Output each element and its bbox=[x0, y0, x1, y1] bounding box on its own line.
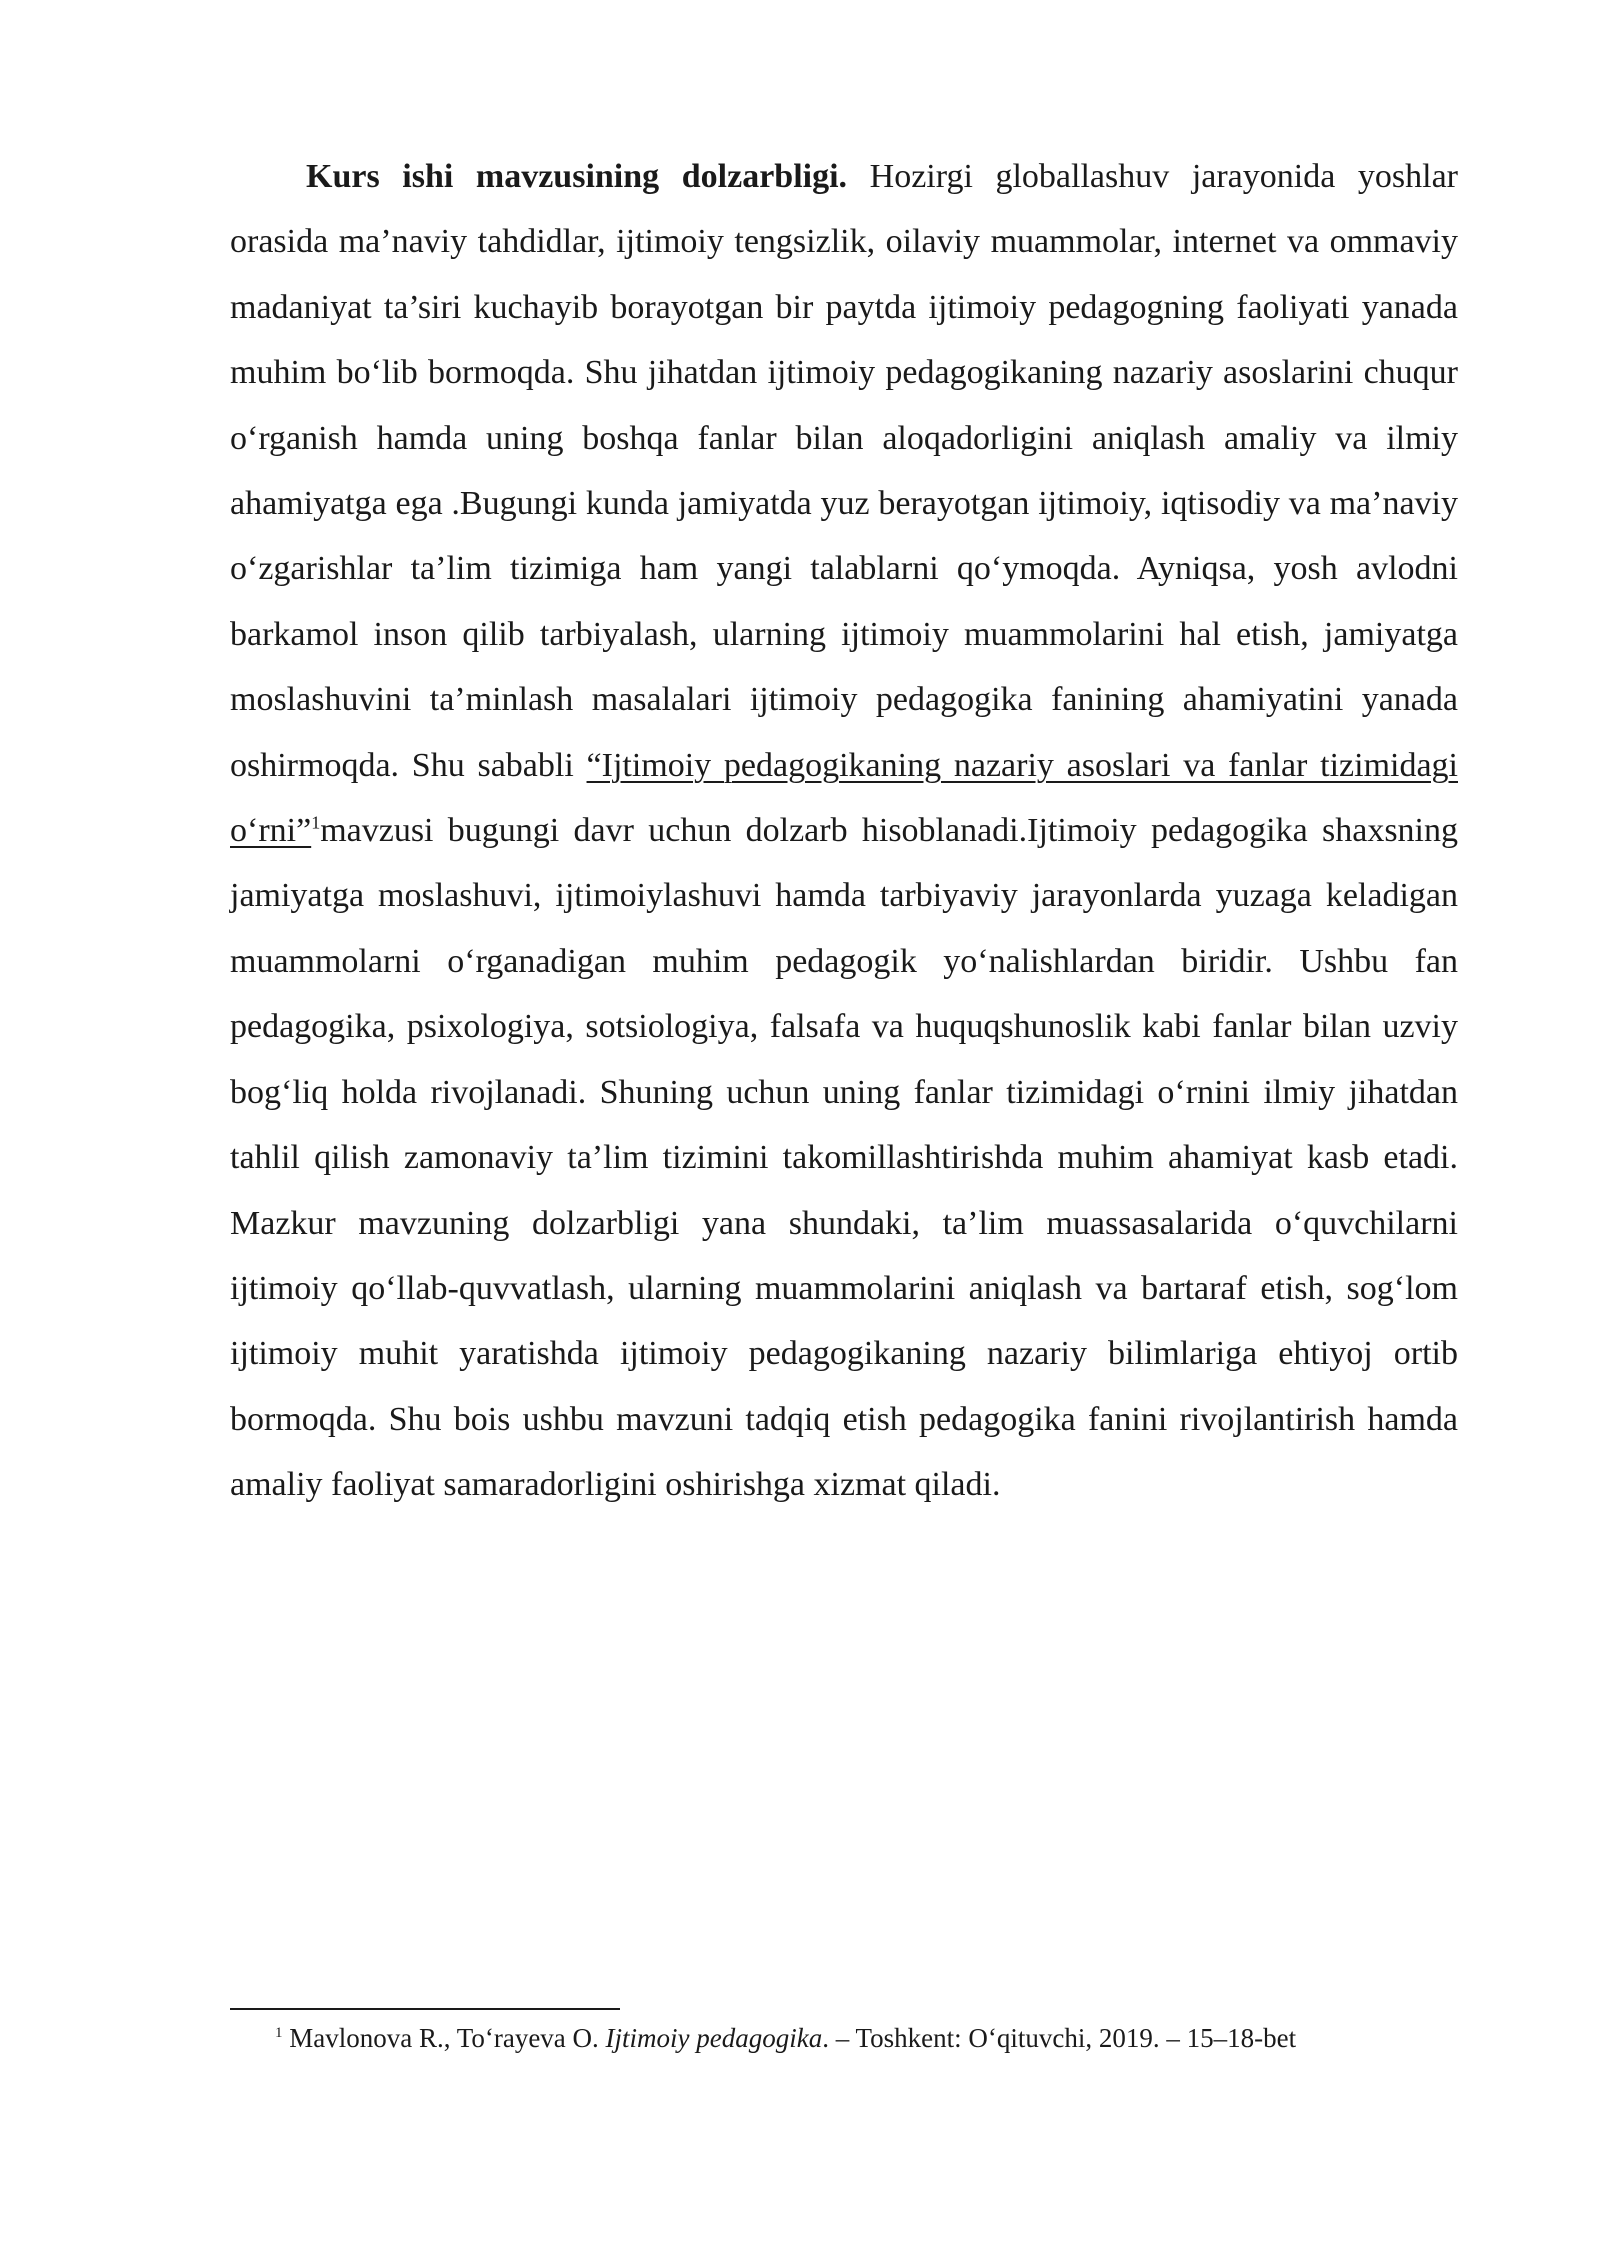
section-heading: Kurs ishi mavzusining dolzarbligi. bbox=[306, 158, 848, 195]
footnote-reference[interactable]: 1 bbox=[311, 812, 321, 833]
topic-title: “Ijtimoiy pedagogikaning nazariy asoslari va fanlar tizimidagi o‘rni” bbox=[230, 746, 1458, 850]
footnote-authors: Mavlonova R., To‘rayeva O. bbox=[282, 2023, 606, 2053]
relevance-paragraph bbox=[230, 144, 1458, 1518]
footnote bbox=[275, 2018, 1475, 2058]
paragraph-text-part-2: mavzusi bugungi davr uchun dolzarb hisoblanadi.Ijtimoiy pedagogika shaxsning jamiyatga moslashuvi, ijtimoiylashuvi hamda tarbiyaviy jarayonlarda yuzaga keladigan muammolarni o‘rganadigan muhim pedagogik yo‘nalishlardan biridir. Ushbu fan pedagogika, psixologiya, sotsiologiya, falsafa va huquqshunoslik kabi fanlar bilan uzviy bog‘liq holda rivojlanadi. Shuning uchun uning fanlar tizimidagi o‘rnini ilmiy jihatdan tahlil qilish zamonaviy ta’lim tizimini takomillashtirishda muhim ahamiyat kasb etadi. Mazkur mavzuning dolzarbligi yana shundaki, ta’lim muassasalarida o‘quvchilarni ijtimoiy qo‘llab-quvvatlash, ularning muammolarini aniqlash va bartaraf etish, sog‘lom ijtimoiy muhit yaratishda ijtimoiy pedagogikaning nazariy bilimlariga ehtiyoj ortib bormoqda. Shu bois ushbu mavzuni tadqiq etish pedagogika fanini rivojlantirish hamda amaliy faoliyat samaradorligini oshirishga xizmat qiladi. bbox=[230, 812, 1458, 1504]
footnote-number: 1 bbox=[275, 2025, 283, 2041]
footnote-book-title: Ijtimoiy pedagogika bbox=[605, 2023, 823, 2053]
footnote-publication: . – Toshkent: O‘qituvchi, 2019. – 15–18-bet bbox=[822, 2023, 1297, 2053]
footnote-separator bbox=[230, 2008, 620, 2010]
paragraph-text-part-1: Hozirgi globallashuv jarayonida yoshlar orasida ma’naviy tahdidlar, ijtimoiy tengsizlik, oilaviy muammolar, internet va ommaviy madaniyat ta’siri kuchayib borayotgan bir paytda ijtimoiy pedagogning faoliyati yanada muhim bo‘lib bormoqda. Shu jihatdan ijtimoiy pedagogikaning nazariy asoslarini chuqur o‘rganish hamda uning boshqa fanlar bilan aloqadorligini aniqlash amaliy va ilmiy ahamiyatga ega .Bugungi kunda jamiyatda yuz berayotgan ijtimoiy, iqtisodiy va ma’naviy o‘zgarishlar ta’lim tizimiga ham yangi talablarni qo‘ymoqda. Ayniqsa, yosh avlodni barkamol inson qilib tarbiyalash, ularning ijtimoiy muammolarini hal etish, jamiyatga moslashuvini ta’minlash masalalari ijtimoiy pedagogika fanining ahamiyatini yanada oshirmoqda. Shu sababli bbox=[230, 158, 1458, 784]
